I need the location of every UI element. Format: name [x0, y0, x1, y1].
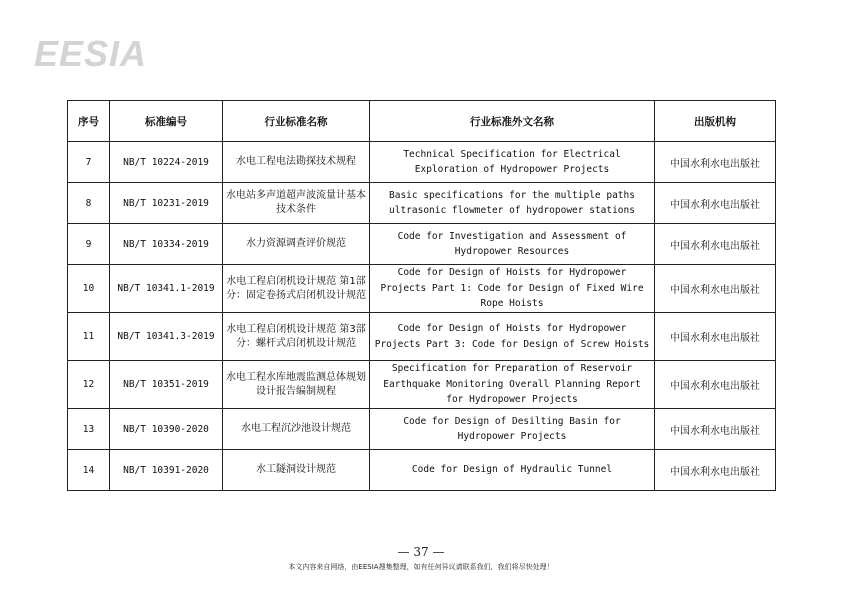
- standards-table: [67, 100, 776, 491]
- header-serial-no: 序号: [68, 101, 110, 142]
- cell-standard-code: NB/T 10391-2020: [110, 450, 223, 491]
- cell-standard-name: 水电工程沉沙池设计规范: [223, 409, 370, 450]
- header-standard-code: 标准编号: [110, 101, 223, 142]
- cell-english-name: Code for Design of Hoists for Hydropower Projects Part 1: Code for Design of Fixed Wire Rope Hoists: [370, 265, 655, 313]
- cell-standard-name: 水电站多声道超声波流量计基本技术条件: [223, 183, 370, 224]
- cell-serial-no: 8: [68, 183, 110, 224]
- table-row: [68, 361, 776, 409]
- cell-publisher: 中国水利水电出版社: [655, 313, 776, 361]
- eesia-logo: EESIA: [34, 33, 148, 74]
- cell-standard-name: 水电工程电法勘探技术规程: [223, 142, 370, 183]
- table-row: [68, 183, 776, 224]
- table-row: [68, 142, 776, 183]
- cell-serial-no: 14: [68, 450, 110, 491]
- cell-english-name: Code for Design of Hydraulic Tunnel: [370, 450, 655, 491]
- cell-publisher: 中国水利水电出版社: [655, 183, 776, 224]
- cell-publisher: 中国水利水电出版社: [655, 361, 776, 409]
- cell-standard-name: 水电工程水库地震监测总体规划设计报告编制规程: [223, 361, 370, 409]
- cell-standard-name: 水电工程启闭机设计规范 第1部分：固定卷扬式启闭机设计规范: [223, 265, 370, 313]
- cell-publisher: 中国水利水电出版社: [655, 450, 776, 491]
- cell-publisher: 中国水利水电出版社: [655, 142, 776, 183]
- cell-standard-name: 水工隧洞设计规范: [223, 450, 370, 491]
- footer-disclaimer: 本文内容来自网络，由EESIA搜集整理，如有任何异议请联系我们，我们将尽快处理！: [288, 563, 554, 571]
- table-row: [68, 313, 776, 361]
- cell-standard-code: NB/T 10224-2019: [110, 142, 223, 183]
- cell-english-name: Code for Investigation and Assessment of Hydropower Resources: [370, 224, 655, 265]
- cell-publisher: 中国水利水电出版社: [655, 265, 776, 313]
- table-row: [68, 409, 776, 450]
- header-publisher: 出版机构: [655, 101, 776, 142]
- cell-publisher: 中国水利水电出版社: [655, 224, 776, 265]
- cell-standard-name: 水力资源调查评价规范: [223, 224, 370, 265]
- cell-standard-code: NB/T 10341.1-2019: [110, 265, 223, 313]
- header-english-name: 行业标准外文名称: [370, 101, 655, 142]
- cell-standard-code: NB/T 10351-2019: [110, 361, 223, 409]
- cell-english-name: Code for Design of Desilting Basin for Hydropower Projects: [370, 409, 655, 450]
- cell-serial-no: 13: [68, 409, 110, 450]
- cell-english-name: Technical Specification for Electrical Exploration of Hydropower Projects: [370, 142, 655, 183]
- cell-serial-no: 7: [68, 142, 110, 183]
- table-row: [68, 224, 776, 265]
- cell-serial-no: 11: [68, 313, 110, 361]
- cell-standard-name: 水电工程启闭机设计规范 第3部分：螺杆式启闭机设计规范: [223, 313, 370, 361]
- cell-standard-code: NB/T 10231-2019: [110, 183, 223, 224]
- table-row: [68, 450, 776, 491]
- cell-publisher: 中国水利水电出版社: [655, 409, 776, 450]
- cell-serial-no: 10: [68, 265, 110, 313]
- cell-serial-no: 12: [68, 361, 110, 409]
- cell-serial-no: 9: [68, 224, 110, 265]
- cell-standard-code: NB/T 10341.3-2019: [110, 313, 223, 361]
- cell-english-name: Code for Design of Hoists for Hydropower Projects Part 3: Code for Design of Screw Hoists: [370, 313, 655, 361]
- cell-english-name: Basic specifications for the multiple paths ultrasonic flowmeter of hydropower stations: [370, 183, 655, 224]
- cell-standard-code: NB/T 10390-2020: [110, 409, 223, 450]
- page-number: — 37 —: [397, 545, 445, 559]
- table-row: [68, 265, 776, 313]
- cell-standard-code: NB/T 10334-2019: [110, 224, 223, 265]
- table-header-row: [68, 101, 776, 142]
- cell-english-name: Specification for Preparation of Reservoir Earthquake Monitoring Overall Planning Report for Hydropower Projects: [370, 361, 655, 409]
- header-standard-name: 行业标准名称: [223, 101, 370, 142]
